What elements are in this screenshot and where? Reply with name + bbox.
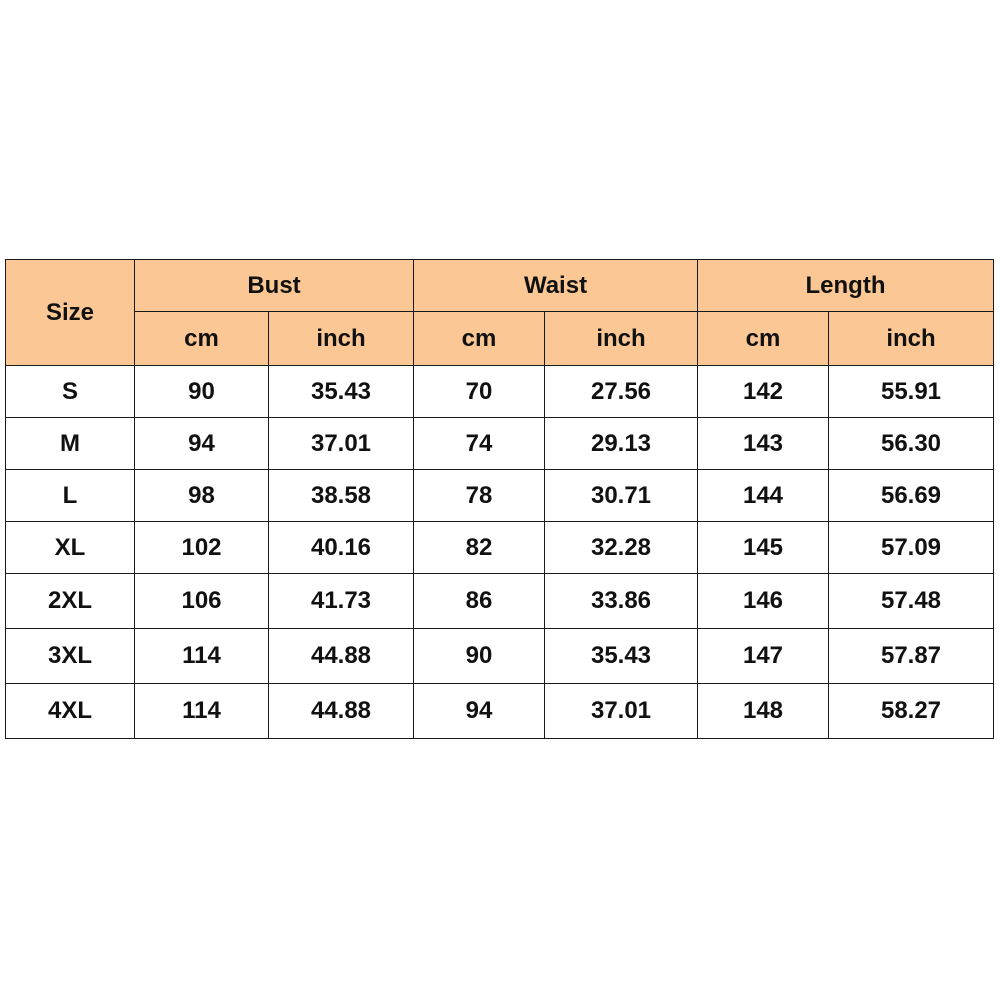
bust-header: Bust <box>135 260 414 312</box>
cell-length-inch: 56.30 <box>829 418 994 470</box>
bust-inch-header: inch <box>269 312 414 366</box>
cell-length-cm: 144 <box>698 470 829 522</box>
cell-length-inch: 57.87 <box>829 629 994 684</box>
cell-waist-cm: 78 <box>414 470 545 522</box>
cell-size: XL <box>6 522 135 574</box>
cell-waist-inch: 32.28 <box>545 522 698 574</box>
cell-waist-cm: 94 <box>414 684 545 739</box>
cell-size: M <box>6 418 135 470</box>
table-row <box>6 522 994 574</box>
table-body <box>6 366 994 739</box>
cell-bust-cm: 98 <box>135 470 269 522</box>
header-row-groups <box>6 260 994 312</box>
cell-waist-cm: 90 <box>414 629 545 684</box>
table-row <box>6 684 994 739</box>
cell-bust-inch: 44.88 <box>269 684 414 739</box>
cell-waist-inch: 37.01 <box>545 684 698 739</box>
cell-bust-cm: 114 <box>135 684 269 739</box>
cell-length-cm: 148 <box>698 684 829 739</box>
size-chart-table <box>5 259 994 739</box>
cell-size: 4XL <box>6 684 135 739</box>
table-row <box>6 574 994 629</box>
cell-length-cm: 142 <box>698 366 829 418</box>
cell-bust-inch: 41.73 <box>269 574 414 629</box>
size-header: Size <box>6 260 135 366</box>
table-row <box>6 470 994 522</box>
length-inch-header: inch <box>829 312 994 366</box>
cell-waist-inch: 30.71 <box>545 470 698 522</box>
waist-header: Waist <box>414 260 698 312</box>
cell-waist-inch: 35.43 <box>545 629 698 684</box>
cell-waist-inch: 33.86 <box>545 574 698 629</box>
waist-cm-header: cm <box>414 312 545 366</box>
cell-length-cm: 146 <box>698 574 829 629</box>
cell-length-inch: 57.48 <box>829 574 994 629</box>
cell-bust-cm: 90 <box>135 366 269 418</box>
table-row <box>6 418 994 470</box>
cell-bust-cm: 102 <box>135 522 269 574</box>
length-header: Length <box>698 260 994 312</box>
cell-bust-inch: 35.43 <box>269 366 414 418</box>
table-row <box>6 629 994 684</box>
length-cm-header: cm <box>698 312 829 366</box>
bust-cm-header: cm <box>135 312 269 366</box>
cell-bust-inch: 44.88 <box>269 629 414 684</box>
cell-bust-inch: 38.58 <box>269 470 414 522</box>
cell-waist-cm: 86 <box>414 574 545 629</box>
cell-length-cm: 147 <box>698 629 829 684</box>
cell-bust-cm: 94 <box>135 418 269 470</box>
cell-size: S <box>6 366 135 418</box>
waist-inch-header: inch <box>545 312 698 366</box>
cell-waist-inch: 27.56 <box>545 366 698 418</box>
cell-size: 3XL <box>6 629 135 684</box>
cell-waist-cm: 74 <box>414 418 545 470</box>
cell-bust-cm: 114 <box>135 629 269 684</box>
cell-waist-inch: 29.13 <box>545 418 698 470</box>
cell-length-inch: 56.69 <box>829 470 994 522</box>
cell-waist-cm: 70 <box>414 366 545 418</box>
cell-length-inch: 57.09 <box>829 522 994 574</box>
cell-length-cm: 145 <box>698 522 829 574</box>
cell-length-cm: 143 <box>698 418 829 470</box>
cell-waist-cm: 82 <box>414 522 545 574</box>
cell-bust-cm: 106 <box>135 574 269 629</box>
cell-length-inch: 58.27 <box>829 684 994 739</box>
cell-size: 2XL <box>6 574 135 629</box>
header-row-units <box>6 312 994 366</box>
table-header <box>6 260 994 366</box>
cell-bust-inch: 40.16 <box>269 522 414 574</box>
table-row <box>6 366 994 418</box>
cell-bust-inch: 37.01 <box>269 418 414 470</box>
cell-size: L <box>6 470 135 522</box>
cell-length-inch: 55.91 <box>829 366 994 418</box>
